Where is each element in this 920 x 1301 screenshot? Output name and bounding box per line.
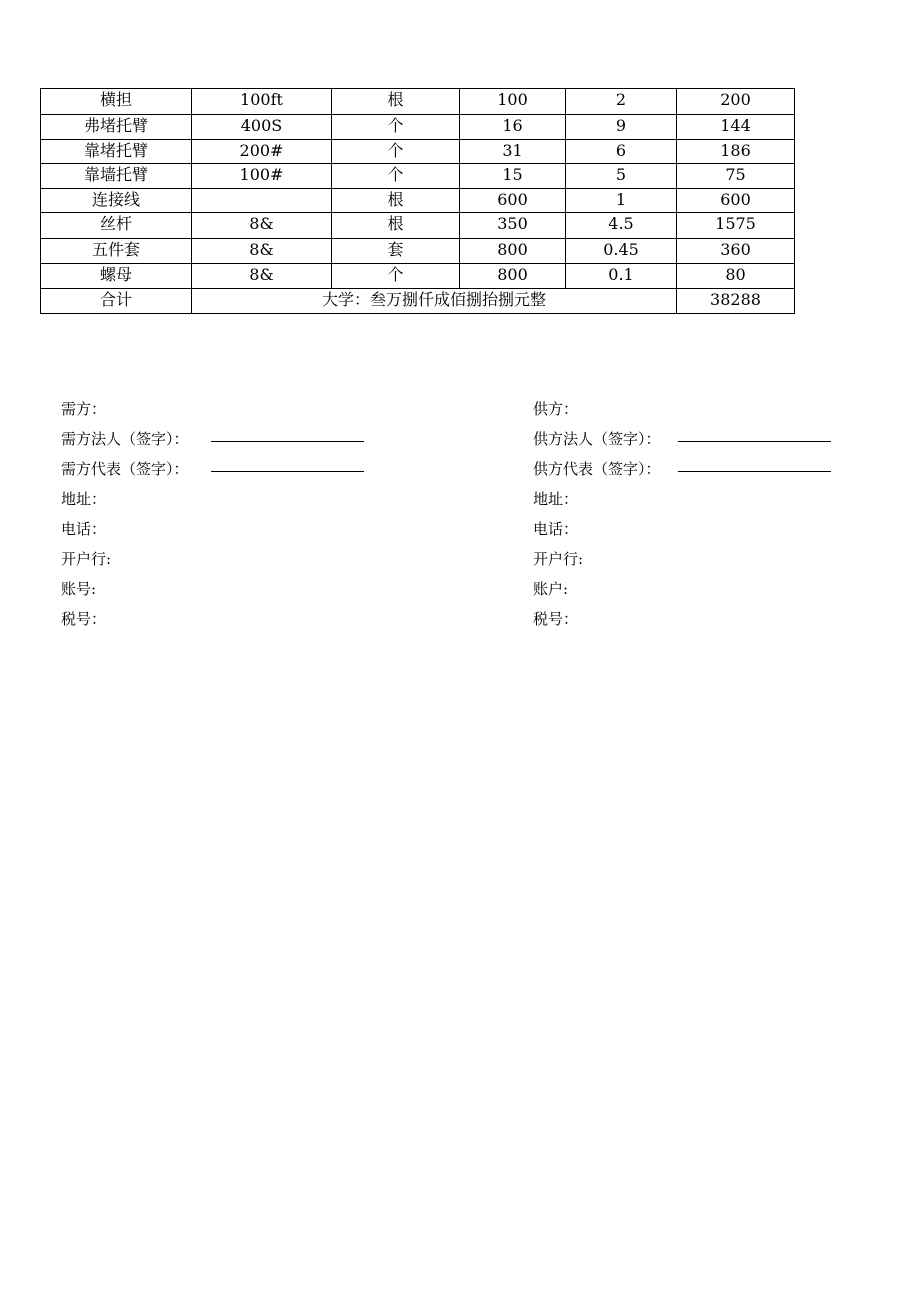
table-row (41, 264, 795, 289)
item-spec-cell: 8& (192, 264, 332, 289)
item-unit-cell: 个 (332, 140, 460, 164)
item-spec-cell: 100ft (192, 89, 332, 115)
supplier-party-label: 供方： (533, 400, 579, 418)
buyer-address-label: 地址： (61, 490, 107, 508)
item-spec-cell: 8& (192, 239, 332, 264)
buyer-representative-signature-line (211, 470, 364, 472)
item-spec-cell: 100# (192, 164, 332, 189)
total-amount-words-cell: 大学：叁万捌仟成佰捌抬捌元整 (192, 289, 677, 314)
table-row (41, 89, 795, 115)
item-quantity-cell: 800 (460, 264, 566, 289)
item-name-cell: 连接线 (41, 189, 192, 213)
buyer-bank-label: 开户行: (61, 550, 112, 568)
item-name-cell: 靠堵托臂 (41, 140, 192, 164)
table-row (41, 115, 795, 140)
item-price-cell: 9 (566, 115, 677, 140)
supplier-account-label: 账户: (533, 580, 569, 598)
order-items-table (40, 88, 795, 314)
item-price-cell: 0.1 (566, 264, 677, 289)
item-unit-cell: 个 (332, 164, 460, 189)
supplier-representative-signature-line (678, 470, 831, 472)
item-unit-cell: 根 (332, 189, 460, 213)
buyer-legal-rep-signature-line (211, 440, 364, 442)
table-row (41, 239, 795, 264)
item-name-cell: 横担 (41, 89, 192, 115)
item-amount-cell: 200 (677, 89, 795, 115)
item-quantity-cell: 600 (460, 189, 566, 213)
item-spec-cell: 400S (192, 115, 332, 140)
item-unit-cell: 套 (332, 239, 460, 264)
item-amount-cell: 1575 (677, 213, 795, 239)
item-amount-cell: 360 (677, 239, 795, 264)
item-price-cell: 2 (566, 89, 677, 115)
supplier-address-label: 地址： (533, 490, 579, 508)
total-row (41, 289, 795, 314)
item-unit-cell: 根 (332, 213, 460, 239)
item-spec-cell: 8& (192, 213, 332, 239)
buyer-account-label: 账号: (61, 580, 97, 598)
item-amount-cell: 144 (677, 115, 795, 140)
table-row (41, 213, 795, 239)
item-name-cell: 五件套 (41, 239, 192, 264)
buyer-phone-label: 电话： (61, 520, 107, 538)
supplier-phone-label: 电话： (533, 520, 579, 538)
buyer-representative-label: 需方代表（签字）： (61, 460, 189, 478)
buyer-legal-rep-label: 需方法人（签字）： (61, 430, 189, 448)
item-quantity-cell: 31 (460, 140, 566, 164)
total-amount-cell: 38288 (677, 289, 795, 314)
table-row (41, 189, 795, 213)
item-amount-cell: 80 (677, 264, 795, 289)
supplier-tax-id-label: 税号： (533, 610, 579, 628)
item-quantity-cell: 16 (460, 115, 566, 140)
table-row (41, 164, 795, 189)
item-quantity-cell: 350 (460, 213, 566, 239)
supplier-info-block (533, 394, 831, 634)
item-amount-cell: 186 (677, 140, 795, 164)
buyer-info-block (61, 394, 364, 634)
total-label-cell: 合计 (41, 289, 192, 314)
item-price-cell: 5 (566, 164, 677, 189)
item-spec-cell (192, 189, 332, 213)
item-quantity-cell: 100 (460, 89, 566, 115)
supplier-representative-label: 供方代表（签字）： (533, 460, 661, 478)
item-unit-cell: 个 (332, 115, 460, 140)
item-price-cell: 6 (566, 140, 677, 164)
item-spec-cell: 200# (192, 140, 332, 164)
item-quantity-cell: 15 (460, 164, 566, 189)
item-price-cell: 4.5 (566, 213, 677, 239)
item-amount-cell: 75 (677, 164, 795, 189)
supplier-legal-rep-signature-line (678, 440, 831, 442)
item-unit-cell: 个 (332, 264, 460, 289)
item-name-cell: 靠墙托臂 (41, 164, 192, 189)
item-price-cell: 1 (566, 189, 677, 213)
item-name-cell: 丝杆 (41, 213, 192, 239)
item-name-cell: 弗堵托臂 (41, 115, 192, 140)
item-amount-cell: 600 (677, 189, 795, 213)
buyer-tax-id-label: 税号： (61, 610, 107, 628)
item-quantity-cell: 800 (460, 239, 566, 264)
supplier-bank-label: 开户行: (533, 550, 584, 568)
table-row (41, 140, 795, 164)
buyer-party-label: 需方： (61, 400, 107, 418)
item-unit-cell: 根 (332, 89, 460, 115)
item-name-cell: 螺母 (41, 264, 192, 289)
item-price-cell: 0.45 (566, 239, 677, 264)
supplier-legal-rep-label: 供方法人（签字）： (533, 430, 661, 448)
